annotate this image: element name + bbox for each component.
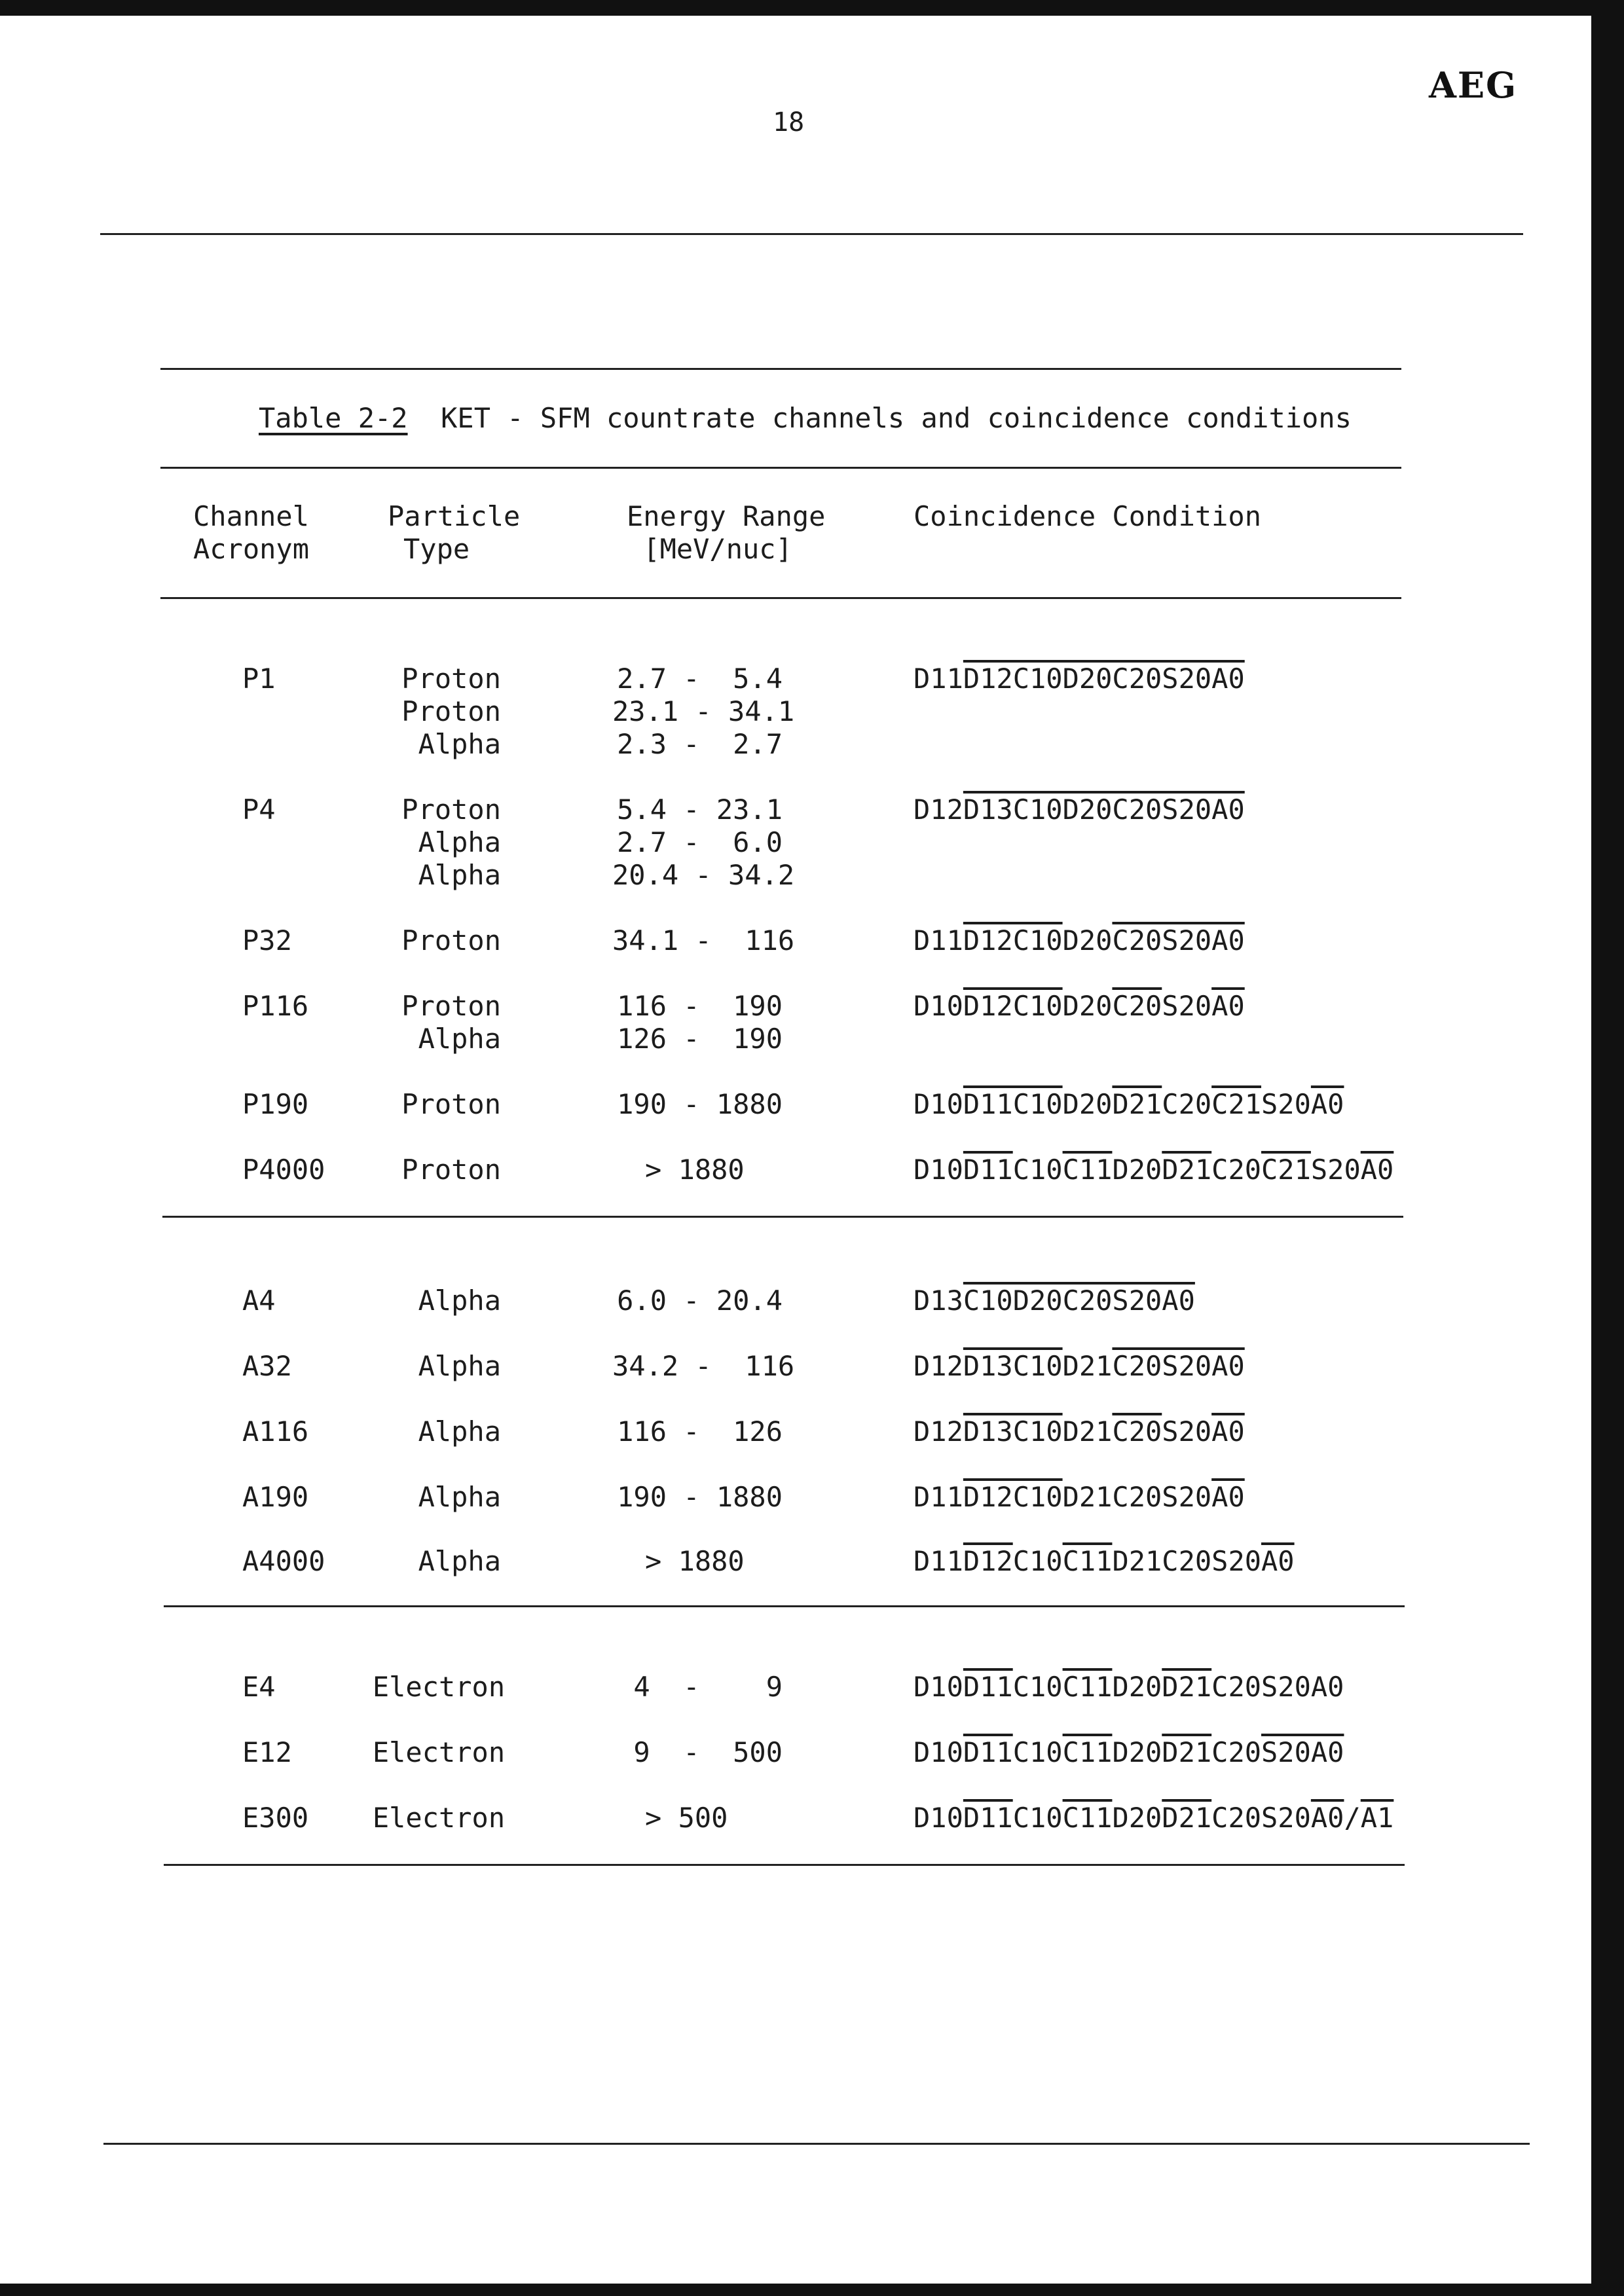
condition-segment: D11 (913, 663, 963, 695)
energy-range: 2.7 - 5.4 (617, 663, 783, 695)
channel-acronym: A116 (242, 1415, 309, 1448)
condition-segment-anticoincidence: D11 (963, 1802, 1013, 1834)
coincidence-condition (913, 1154, 1393, 1186)
energy-range: 5.4 - 23.1 (617, 793, 783, 826)
energy-range: 34.1 - 116 (612, 924, 795, 957)
particle-type: Alpha (418, 1285, 501, 1317)
condition-segment-anticoincidence: C20S20A0 (1112, 924, 1245, 957)
condition-segment-anticoincidence: D21 (1112, 1088, 1162, 1120)
coincidence-condition (913, 1802, 1393, 1834)
condition-segment: C20 (1162, 1088, 1212, 1120)
condition-segment: C20S20A0 (1211, 1671, 1344, 1703)
condition-segment: D20 (1062, 924, 1113, 957)
header-energy-line2: [MeV/nuc] (627, 533, 792, 565)
condition-segment-anticoincidence: A0 (1360, 1154, 1394, 1186)
coincidence-condition (913, 990, 1245, 1023)
condition-segment: D20 (1062, 990, 1113, 1022)
condition-segment-anticoincidence: D11 (963, 1736, 1013, 1768)
condition-segment: D21C20S20 (1112, 1545, 1262, 1577)
channel-acronym: P4000 (242, 1154, 325, 1186)
condition-segment: S20 (1261, 1088, 1311, 1120)
condition-segment-anticoincidence: A0 (1310, 1802, 1344, 1834)
condition-segment: C10 (1012, 1671, 1063, 1703)
condition-segment-anticoincidence: D11 (963, 1154, 1013, 1186)
condition-segment: C10 (1012, 1545, 1063, 1577)
particle-type: Proton (401, 793, 501, 826)
condition-segment-anticoincidence: C11 (1062, 1802, 1113, 1834)
particle-type: Alpha (418, 1350, 501, 1382)
energy-range: > 1880 (645, 1545, 745, 1577)
condition-segment-anticoincidence: D12 (963, 1545, 1013, 1577)
condition-segment: D12 (913, 1350, 963, 1382)
header-divider (100, 233, 1523, 235)
condition-segment-anticoincidence: A1 (1360, 1802, 1394, 1834)
condition-segment: D10 (913, 1154, 963, 1186)
channel-acronym: P1 (242, 663, 276, 695)
scan-border-right (1591, 0, 1624, 2296)
condition-segment: D10 (913, 1736, 963, 1768)
energy-range: 116 - 126 (617, 1415, 783, 1448)
particle-type: Proton (401, 1154, 501, 1186)
energy-range: 6.0 - 20.4 (617, 1285, 783, 1317)
particle-type: Alpha (418, 728, 501, 760)
condition-segment-anticoincidence: D12C10 (963, 990, 1063, 1022)
condition-segment: D21C20S20 (1062, 1481, 1212, 1513)
particle-type: Electron (372, 1802, 506, 1834)
energy-range: 126 - 190 (617, 1023, 783, 1055)
condition-segment-anticoincidence: C21 (1211, 1088, 1262, 1120)
condition-segment-anticoincidence: C11 (1062, 1671, 1113, 1703)
condition-segment-anticoincidence: A0 (1310, 1088, 1344, 1120)
company-logo: AEG (1429, 64, 1518, 106)
energy-range: 116 - 190 (617, 990, 783, 1022)
energy-range: 23.1 - 34.1 (612, 695, 795, 727)
coincidence-condition (913, 663, 1245, 695)
scan-border-bottom (0, 2284, 1624, 2296)
energy-range: 2.3 - 2.7 (617, 728, 783, 760)
header-particle-line1: Particle (388, 500, 521, 532)
condition-segment-anticoincidence: C20 (1112, 990, 1162, 1022)
proton-group-rule (162, 1216, 1403, 1218)
condition-segment-anticoincidence: D11C10 (963, 1088, 1063, 1120)
condition-segment: D11 (913, 1545, 963, 1577)
condition-segment-anticoincidence: D21 (1162, 1671, 1212, 1703)
column-header-condition (913, 500, 1261, 533)
condition-segment-anticoincidence: D13C10D20C20S20A0 (963, 793, 1245, 826)
condition-segment: S20 (1310, 1154, 1361, 1186)
condition-segment: D10 (913, 1088, 963, 1120)
condition-segment-anticoincidence: C11 (1062, 1154, 1113, 1186)
condition-segment-anticoincidence: C11 (1062, 1736, 1113, 1768)
coincidence-condition (913, 1545, 1295, 1578)
channel-acronym: P4 (242, 793, 276, 826)
condition-segment-anticoincidence: A0 (1211, 1415, 1245, 1448)
energy-range: 20.4 - 34.2 (612, 859, 795, 891)
condition-segment-anticoincidence: D12C10D20C20S20A0 (963, 663, 1245, 695)
coincidence-condition (913, 1285, 1195, 1317)
condition-segment: D11 (913, 1481, 963, 1513)
condition-segment-anticoincidence: D21 (1162, 1154, 1212, 1186)
energy-range: 190 - 1880 (617, 1088, 783, 1120)
condition-segment: D10 (913, 990, 963, 1022)
condition-segment: D10 (913, 1802, 963, 1834)
energy-range: 34.2 - 116 (612, 1350, 795, 1382)
condition-segment-anticoincidence: C20 (1112, 1415, 1162, 1448)
coincidence-condition (913, 1671, 1344, 1704)
condition-segment: S20 (1162, 990, 1212, 1022)
condition-segment-anticoincidence: A0 (1211, 1481, 1245, 1513)
channel-acronym: P190 (242, 1088, 309, 1120)
condition-segment-anticoincidence: C10D20C20S20A0 (963, 1285, 1195, 1317)
alpha-group-rule (164, 1605, 1405, 1607)
channel-acronym: E300 (242, 1802, 309, 1834)
condition-segment: C20 (1211, 1736, 1262, 1768)
condition-segment: D11 (913, 924, 963, 957)
channel-acronym: E4 (242, 1671, 276, 1703)
condition-segment-anticoincidence: D13C10 (963, 1415, 1063, 1448)
table-caption-text: KET - SFM countrate channels and coincidence conditions (407, 402, 1352, 434)
condition-segment: C10 (1012, 1736, 1063, 1768)
condition-segment: C20S20 (1211, 1802, 1311, 1834)
particle-type: Proton (401, 695, 501, 727)
particle-type: Alpha (418, 1023, 501, 1055)
particle-type: Electron (372, 1736, 506, 1768)
footer-divider (103, 2143, 1530, 2145)
condition-segment-anticoincidence: S20A0 (1261, 1736, 1344, 1768)
header-condition-line1: Coincidence Condition (913, 500, 1262, 532)
header-particle-line2: Type (403, 533, 470, 565)
particle-type: Alpha (418, 1415, 501, 1448)
header-channel-line2: Acronym (193, 533, 310, 565)
condition-segment-anticoincidence: A0 (1261, 1545, 1295, 1577)
condition-segment: D20 (1112, 1802, 1162, 1834)
page-number: 18 (773, 107, 805, 137)
channel-acronym: P32 (242, 924, 292, 957)
condition-segment: S20 (1162, 1415, 1212, 1448)
condition-segment-anticoincidence: D11 (963, 1671, 1013, 1703)
table-caption-label: Table 2-2 (259, 402, 408, 434)
table-caption (259, 402, 1352, 434)
column-header-particle (388, 500, 520, 566)
condition-segment-anticoincidence: D21 (1162, 1802, 1212, 1834)
particle-type: Proton (401, 990, 501, 1022)
condition-segment: D12 (913, 793, 963, 826)
condition-segment-anticoincidence: D12C10 (963, 924, 1063, 957)
channel-acronym: E12 (242, 1736, 292, 1768)
coincidence-condition (913, 793, 1245, 826)
condition-segment: C10 (1012, 1154, 1063, 1186)
coincidence-condition (913, 924, 1245, 957)
table-bottom-rule (164, 1864, 1405, 1866)
condition-segment-anticoincidence: D21 (1162, 1736, 1212, 1768)
particle-type: Alpha (418, 1481, 501, 1513)
condition-segment: D20 (1112, 1671, 1162, 1703)
coincidence-condition (913, 1481, 1245, 1514)
condition-segment: D10 (913, 1671, 963, 1703)
energy-range: > 1880 (645, 1154, 745, 1186)
condition-segment-anticoincidence: C20S20A0 (1112, 1350, 1245, 1382)
header-channel-line1: Channel (193, 500, 310, 532)
condition-segment-anticoincidence: C21 (1261, 1154, 1311, 1186)
condition-segment: D20 (1112, 1736, 1162, 1768)
column-header-energy (627, 500, 825, 566)
caption-bottom-rule (160, 467, 1401, 469)
energy-range: 4 - 9 (633, 1671, 783, 1703)
particle-type: Alpha (418, 826, 501, 858)
energy-range: 2.7 - 6.0 (617, 826, 783, 858)
condition-segment: D21 (1062, 1350, 1113, 1382)
condition-segment: / (1344, 1802, 1361, 1834)
condition-segment: D21 (1062, 1415, 1113, 1448)
condition-segment: D12 (913, 1415, 963, 1448)
particle-type: Proton (401, 1088, 501, 1120)
particle-type: Electron (372, 1671, 506, 1703)
energy-range: 9 - 500 (633, 1736, 783, 1768)
coincidence-condition (913, 1088, 1344, 1121)
condition-segment-anticoincidence: A0 (1211, 990, 1245, 1022)
column-header-channel (193, 500, 309, 566)
channel-acronym: A4 (242, 1285, 276, 1317)
condition-segment-anticoincidence: D12C10 (963, 1481, 1063, 1513)
condition-segment-anticoincidence: D13C10 (963, 1350, 1063, 1382)
condition-segment-anticoincidence: C11 (1062, 1545, 1113, 1577)
channel-acronym: A4000 (242, 1545, 325, 1577)
condition-segment: D13 (913, 1285, 963, 1317)
condition-segment: D20 (1112, 1154, 1162, 1186)
coincidence-condition (913, 1350, 1245, 1383)
energy-range: 190 - 1880 (617, 1481, 783, 1513)
coincidence-condition (913, 1415, 1245, 1448)
condition-segment: D20 (1062, 1088, 1113, 1120)
scan-border-top (0, 0, 1624, 16)
particle-type: Alpha (418, 859, 501, 891)
table-top-rule (160, 368, 1401, 370)
header-bottom-rule (160, 597, 1401, 599)
channel-acronym: A190 (242, 1481, 309, 1513)
header-energy-line1: Energy Range (627, 500, 826, 532)
particle-type: Proton (401, 924, 501, 957)
channel-acronym: P116 (242, 990, 309, 1022)
particle-type: Alpha (418, 1545, 501, 1577)
energy-range: > 500 (645, 1802, 728, 1834)
condition-segment: C10 (1012, 1802, 1063, 1834)
particle-type: Proton (401, 663, 501, 695)
coincidence-condition (913, 1736, 1344, 1769)
channel-acronym: A32 (242, 1350, 292, 1382)
condition-segment: C20 (1211, 1154, 1262, 1186)
